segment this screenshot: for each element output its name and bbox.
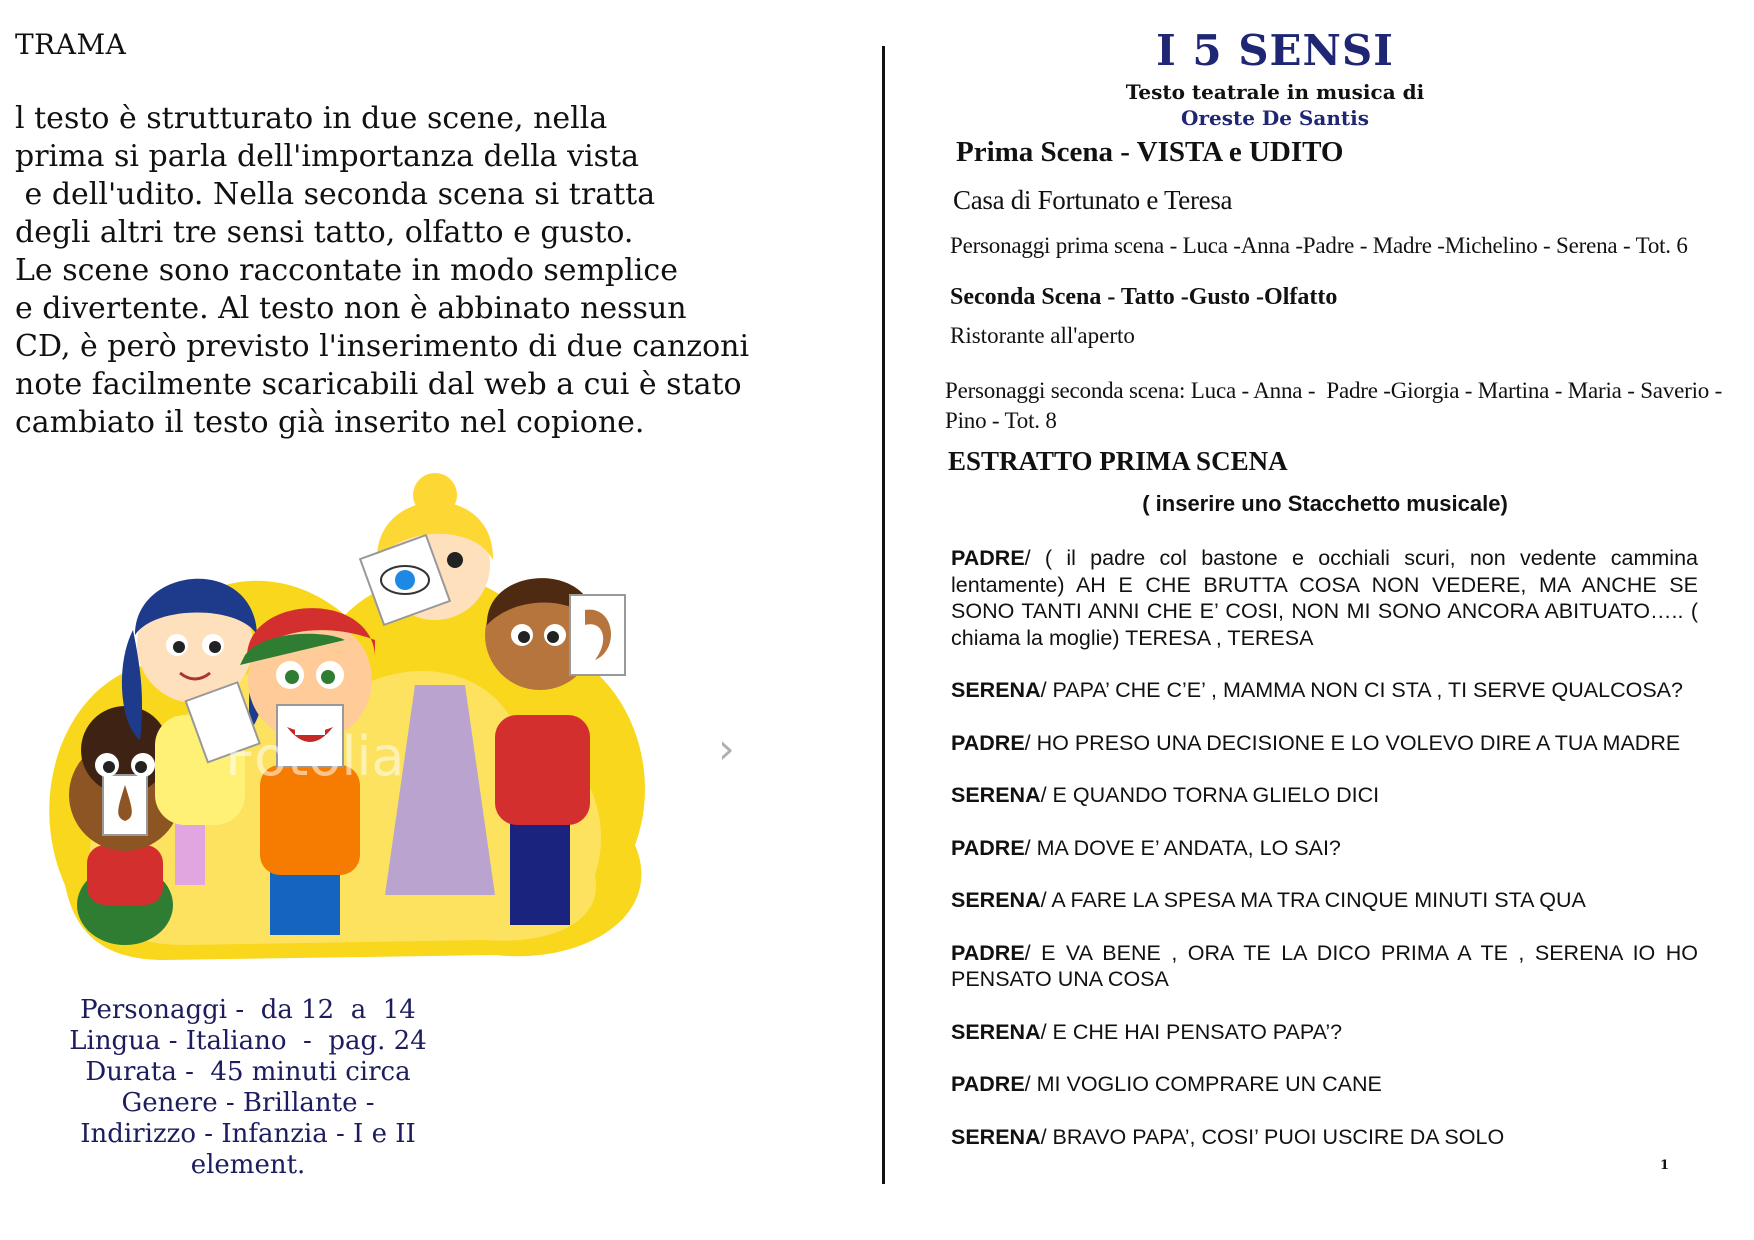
play-info-block [28, 995, 468, 1181]
chevron-right-icon: › [718, 724, 735, 773]
speaker-name: PADRE [951, 730, 1025, 755]
speaker-name: SERENA [951, 678, 1041, 702]
speaker-name: SERENA [951, 783, 1041, 807]
dialogue-line [951, 730, 1698, 757]
trama-line: Le scene sono raccontate in modo semplice [15, 253, 678, 288]
speaker-name: SERENA [951, 888, 1041, 912]
trama-line: l testo è strutturato in due scene, nella [15, 101, 608, 136]
info-lingua: Lingua - Italiano - pag. 24 [69, 1026, 427, 1056]
speaker-name: SERENA [951, 1019, 1041, 1044]
play-subtitle: Testo teatrale in musica di [1125, 80, 1425, 104]
dialogue-excerpt [951, 545, 1698, 1176]
scene2-place: Ristorante all'aperto [950, 323, 1135, 348]
speaker-name: PADRE [951, 1072, 1025, 1096]
trama-line: prima si parla dell'importanza della vista [15, 139, 639, 174]
dialogue-line [951, 940, 1698, 993]
dialogue-text: / HO PRESO UNA DECISIONE E LO VOLEVO DIRE A TUA MADRE [1024, 730, 1681, 755]
info-indirizzo: Indirizzo - Infanzia - I e II element. [80, 1119, 416, 1180]
dialogue-line [951, 887, 1698, 914]
dialogue-text: / E VA BENE , ORA TE LA DICO PRIMA A TE , SERENA IO HO PENSATO UNA COSA [951, 940, 1698, 991]
trama-heading: TRAMA [15, 28, 127, 61]
info-durata: Durata - 45 minuti circa [85, 1057, 411, 1087]
stage-direction: ( inserire uno Stacchetto musicale) [1142, 491, 1508, 516]
scene2-characters-line: Pino - Tot. 8 [945, 408, 1057, 433]
trama-line: degli altri tre sensi tatto, olfatto e gusto. [15, 215, 634, 250]
trama-line: note facilmente scaricabili dal web a cui è stato [15, 367, 742, 402]
dialogue-line [951, 1019, 1698, 1046]
scene1-place: Casa di Fortunato e Teresa [953, 185, 1233, 215]
scene2-characters [945, 376, 1745, 436]
dialogue-text: / PAPA’ CHE C’E’ , MAMMA NON CI STA , TI SERVE QUALCOSA? [1040, 678, 1683, 702]
speaker-name: PADRE [951, 546, 1025, 570]
excerpt-title: ESTRATTO PRIMA SCENA [948, 446, 1288, 476]
dialogue-line [951, 677, 1698, 704]
dialogue-line [951, 1071, 1698, 1098]
dialogue-line [951, 545, 1698, 651]
dialogue-text: / E QUANDO TORNA GLIELO DICI [1040, 783, 1380, 807]
scene2-title: Seconda Scena - Tatto -Gusto -Olfatto [950, 284, 1338, 310]
dialogue-text: / A FARE LA SPESA MA TRA CINQUE MINUTI STA QUA [1040, 888, 1586, 912]
info-genere: Genere - Brillante - [121, 1088, 375, 1118]
trama-line: e divertente. Al testo non è abbinato nessun [15, 291, 687, 326]
dialogue-text: / BRAVO PAPA’, COSI’ PUOI USCIRE DA SOLO [1040, 1124, 1505, 1149]
dialogue-text: / MI VOGLIO COMPRARE UN CANE [1024, 1072, 1382, 1096]
dialogue-line [951, 1124, 1698, 1151]
scene2-characters-line: Personaggi seconda scena: Luca - Anna - Padre -Giorgia - Martina - Maria - Saverio - [945, 378, 1723, 403]
trama-paragraph [15, 100, 750, 442]
trama-line: cambiato il testo già inserito nel copione. [15, 405, 645, 440]
trama-line: e dell'udito. Nella seconda scena si tratta [15, 177, 656, 212]
info-personaggi: Personaggi - da 12 a 14 [80, 995, 416, 1025]
watermark-text: Fotolia [225, 725, 405, 788]
page-divider [882, 46, 885, 1184]
page-number: 1 [1660, 1158, 1670, 1173]
scene1-title: Prima Scena - VISTA e UDITO [956, 136, 1344, 168]
dialogue-line [951, 835, 1698, 862]
speaker-name: PADRE [951, 835, 1025, 860]
five-senses-children-illustration [25, 465, 675, 975]
trama-line: CD, è però previsto l'inserimento di due canzoni [15, 329, 750, 364]
dialogue-text: / E CHE HAI PENSATO PAPA’? [1040, 1019, 1343, 1044]
scene1-characters: Personaggi prima scena - Luca -Anna -Padre - Madre -Michelino - Serena - Tot. 6 [950, 233, 1688, 258]
speaker-name: SERENA [951, 1124, 1041, 1149]
dialogue-line [951, 782, 1698, 809]
speaker-name: PADRE [951, 940, 1025, 965]
dialogue-text: / MA DOVE E’ ANDATA, LO SAI? [1024, 835, 1341, 860]
dialogue-text: / ( il padre col bastone e occhiali scuri, non vedente cammina lentamente) AH E CHE BRUTTA COSA NON VEDERE, MA ANCHE SE SONO TANTI ANNI CHE E’ COSI, NON MI SONO ANCORA ABITUATO….. ( chiama la moglie) TERESA , TERESA [951, 546, 1698, 650]
author-name: Oreste De Santis [1181, 106, 1369, 130]
play-title: I 5 SENSI [1156, 26, 1394, 75]
